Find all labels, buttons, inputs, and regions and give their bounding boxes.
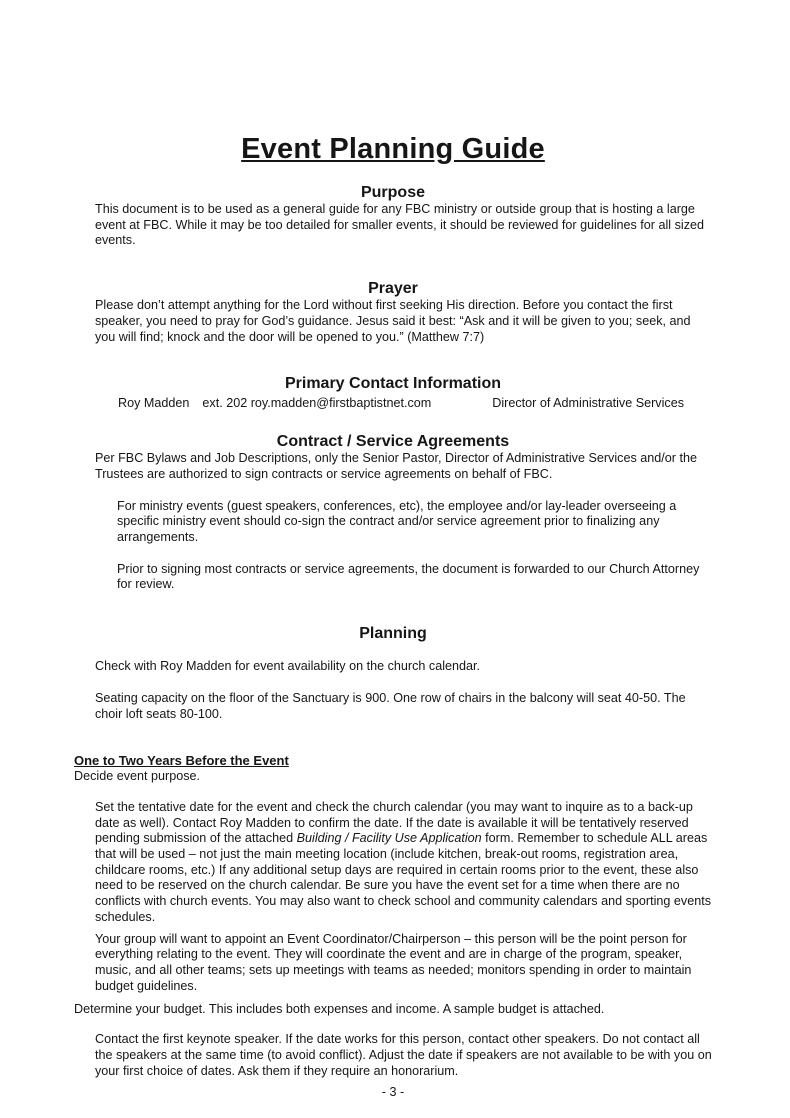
contact-row (74, 395, 712, 411)
timeline-budget-paragraph: Determine your budget. This includes both expenses and income. A sample budget is attached. (74, 1002, 605, 1017)
section-one-to-two-years (74, 753, 712, 1079)
planning-paragraph-1: Check with Roy Madden for event availability on the church calendar. (95, 659, 481, 674)
heading-purpose: Purpose (360, 184, 425, 201)
contact-ext-email: ext. 202 roy.madden@firstbaptistnet.com (202, 396, 432, 411)
section-prayer (74, 279, 712, 345)
contracts-sub-paragraph-2: Prior to signing most contracts or service agreements, the document is forwarded to our Church Attorney for review. (117, 561, 700, 592)
section-primary-contact (74, 374, 712, 411)
heading-primary-contact: Primary Contact Information (284, 375, 502, 393)
section-planning (74, 624, 712, 722)
timeline-keynote-paragraph: Contact the first keynote speaker. If the date works for this person, contact other speakers. Do not contact all the speakers at the same time (to avoid conflict). Adjust the date if speakers are not available to be with you on your first choice of dates. Ask them if they require an honorarium. (95, 1032, 712, 1078)
heading-one-to-two-years: One to Two Years Before the Event (74, 753, 289, 769)
page-number: - 3 - (381, 1085, 405, 1100)
heading-contracts: Contract / Service Agreements (276, 433, 510, 451)
timeline-coordinator-paragraph: Your group will want to appoint an Event Coordinator/Chairperson – this person will be the point person for everything relating to the event. They will coordinate the event and are in charge of the program, speaker, music, and all other teams; sets up meetings with teams as needed; monitors spending in order to maintain budget guidelines. (95, 931, 692, 993)
purpose-paragraph: This document is to be used as a general guide for any FBC ministry or outside group that is hosting a large event at FBC. While it may be too detailed for smaller events, it should be reviewed for guidelines for all sized events. (95, 202, 704, 248)
timeline-decide-purpose: Decide event purpose. (74, 769, 201, 784)
contracts-paragraph: Per FBC Bylaws and Job Descriptions, only the Senior Pastor, Director of Administrative Services and/or the Trustees are authorized to sign contracts or service agreements on behalf of FBC. (95, 451, 697, 481)
contact-role: Director of Administrative Services (492, 396, 684, 411)
timeline-tentative-date-paragraph (95, 800, 712, 926)
section-contracts (74, 432, 712, 593)
contact-name: Roy Madden (118, 396, 190, 411)
document-title: Event Planning Guide (241, 133, 545, 165)
prayer-paragraph: Please don’t attempt anything for the Lord without first seeking His direction. Before you contact the first speaker, you need to pray for God’s guidance. Jesus said it best: “Ask and it will be given to you; seek, and you will find; knock and the door will be opened to you.” (Matthew 7:7) (95, 298, 691, 344)
section-purpose (74, 183, 712, 249)
contracts-sub-paragraph-1: For ministry events (guest speakers, conferences, etc), the employee and/or lay-leader overseeing a specific ministry event should co-sign the contract and/or service agreement prior to finalizing any arrangements. (117, 498, 677, 545)
heading-prayer: Prayer (368, 280, 418, 298)
building-facility-use-application-italic: Building / Facility Use Application (296, 831, 482, 846)
heading-planning: Planning (359, 625, 427, 643)
tentative-date-text-1: Set the tentative date for the event and check the church calendar (you may want to inquire as to a back-up date as well). Contact Roy Madden to confirm the date. If the date is available it will be tentatively reserved pending submission of the attached (95, 799, 693, 846)
tentative-date-text-2: form. Remember to schedule ALL areas that will be used – not just the main meeting location (include kitchen, break-out rooms, registration area, childcare rooms, etc.) If any additional setup days are required in certain rooms prior to the event, these also need to be reserved on the church calendar. Be sure you have the event set for a time when there are no conflicts with church events. You may also want to check school and community calendars and sporting events schedules. (95, 831, 712, 924)
planning-paragraph-2: Seating capacity on the floor of the Sanctuary is 900. One row of chairs in the balcony will seat 40-50. The choir loft seats 80-100. (95, 690, 686, 721)
